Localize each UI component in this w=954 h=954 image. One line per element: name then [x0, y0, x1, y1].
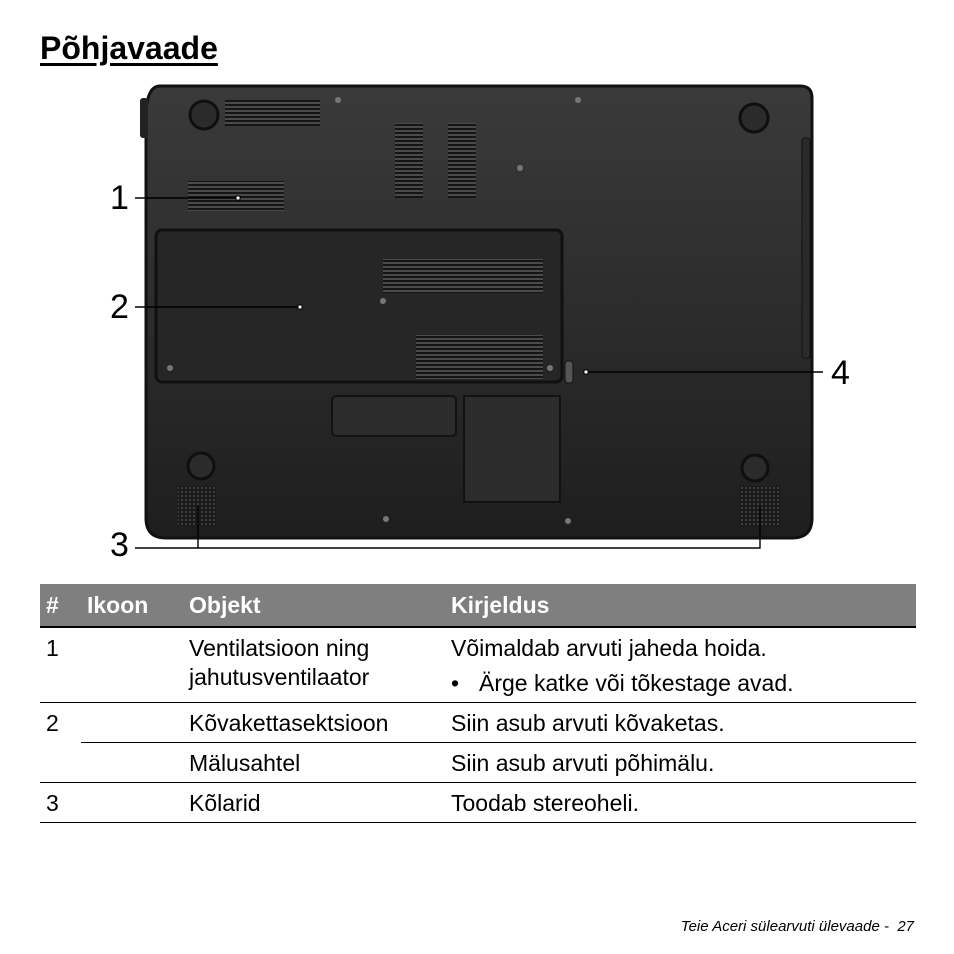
footer-text: Teie Aceri sülearvuti ülevaade - [680, 918, 889, 935]
row-number: 1 [40, 627, 81, 703]
header-icon: Ikoon [81, 584, 183, 627]
page-number: 27 [897, 918, 914, 935]
row-description: Toodab stereoheli. [445, 783, 916, 823]
table-row [40, 703, 916, 743]
row-object: Mälusahtel [183, 743, 445, 783]
components-table [40, 584, 916, 823]
row-icon [81, 627, 183, 703]
description-text: Võimaldab arvuti jaheda hoida. [451, 635, 767, 661]
callout-2: 2 [110, 288, 129, 326]
row-number: 3 [40, 783, 81, 823]
laptop-bottom-illustration [100, 78, 860, 568]
bullet-text: Ärge katke või tõkestage avad. [479, 670, 794, 696]
table-row [40, 783, 916, 823]
row-object: Kõvakettasektsioon [183, 703, 445, 743]
top-vent-left [225, 100, 320, 126]
row-number: 2 [40, 703, 81, 783]
callout-3: 3 [110, 526, 129, 564]
row-icon [81, 783, 183, 823]
row-description: Siin asub arvuti kõvaketas. [445, 703, 916, 743]
row-icon [81, 743, 183, 783]
battery-latch [565, 361, 573, 383]
table-row [40, 627, 916, 703]
row-description [445, 627, 916, 703]
callout-1: 1 [110, 179, 129, 217]
header-object: Objekt [183, 584, 445, 627]
row-object: Ventilatsioon ning jahutusventilaator [183, 627, 445, 703]
page-footer [681, 918, 914, 935]
row-description: Siin asub arvuti põhimälu. [445, 743, 916, 783]
laptop-bottom-figure [100, 78, 860, 568]
row-object: Kõlarid [183, 783, 445, 823]
bullet-item [451, 669, 916, 698]
table-header-row [40, 584, 916, 627]
table-row [40, 743, 916, 783]
page-title: Põhjavaade [40, 30, 218, 66]
bullet-icon: • [451, 670, 460, 696]
row-icon [81, 703, 183, 743]
speaker-left [178, 486, 216, 526]
callout-4: 4 [831, 354, 850, 392]
header-number: # [40, 584, 81, 627]
header-description: Kirjeldus [445, 584, 916, 627]
